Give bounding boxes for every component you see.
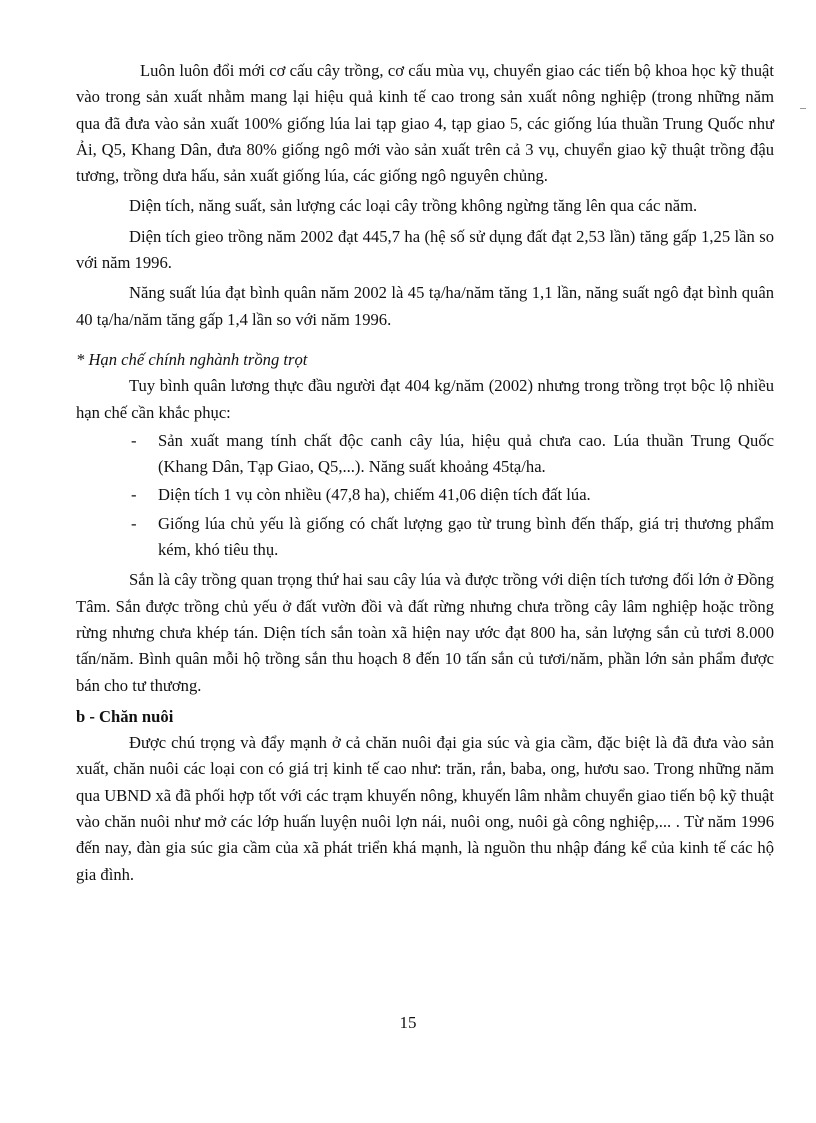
document-page	[76, 58, 774, 888]
limitations-list	[76, 428, 774, 563]
paragraph-limitations-intro: Tuy bình quân lương thực đầu người đạt 404 kg/năm (2002) nhưng trong trồng trọt bộc lộ nhiều hạn chế cần khắc phục:	[76, 376, 774, 422]
page-number: 15	[399, 1013, 417, 1032]
list-dash: -	[131, 513, 137, 533]
paragraph-livestock: Được chú trọng và đẩy mạnh ở cả chăn nuôi đại gia súc và gia cầm, đặc biệt là đã đưa vào sản xuất, chăn nuôi các loại con có giá trị kinh tế cao như: trăn, rắn, baba, ong, hươu sao. Trong những năm qua UBND xã đã phối hợp tốt với các trạm khuyến nông, khuyến lâm nhằm chuyển giao tiến bộ kỹ thuật vào chăn nuôi như mở các lớp huấn luyện nuôi lợn nái, nuôi ong, nuôi gà công nghiệp,... . Từ năm 1996 đến nay, đàn gia súc gia cầm của xã phát triển khá mạnh, là nguồn thu nhập đáng kể của kinh tế các hộ gia đình.	[76, 733, 774, 884]
paragraph-crop-innovation: Luôn luôn đổi mới cơ cấu cây trồng, cơ cấu mùa vụ, chuyển giao các tiến bộ khoa học kỹ thuật vào trong sản xuất nhằm mang lại hiệu quả kinh tế cao trong sản xuất nông nghiệp (trong những năm qua đã đưa vào sản xuất 100% giống lúa lai tạp giao 4, tạp giao 5, các giống lúa thuần Trung Quốc như Ải, Q5, Khang Dân, đưa 80% giống ngô mới vào sản xuất trên cả 3 vụ, chuyển giao kỹ thuật trồng đậu tương, trồng dưa hấu, sản xuất giống lúa, các giống ngô nguyên chủng.	[76, 61, 774, 186]
subheading-crop-limitations: * Hạn chế chính nghành trồng trọt	[76, 349, 308, 369]
list-item-text: Giống lúa chủ yếu là giống có chất lượng gạo từ trung bình đến thấp, giá trị thương phẩm kém, khó tiêu thụ.	[158, 513, 774, 560]
paragraph-productivity-2002: Năng suất lúa đạt bình quân năm 2002 là 45 tạ/ha/năm tăng 1,1 lần, năng suất ngô đạt bình quân 40 tạ/ha/năm tăng gấp 1,4 lần so với năm 1996.	[76, 283, 774, 329]
list-dash: -	[131, 485, 137, 505]
list-item	[76, 428, 774, 481]
list-item-text: Diện tích 1 vụ còn nhiều (47,8 ha), chiếm 41,06 diện tích đất lúa.	[158, 485, 591, 505]
list-item	[76, 511, 774, 564]
paragraph-cassava: Sắn là cây trồng quan trọng thứ hai sau cây lúa và được trồng với diện tích tương đối lớn ở Đồng Tâm. Sắn được trồng chủ yếu ở đất vườn đồi và đất rừng nhưng chưa trồng cây lâm nghiệp hoặc trồng rừng nhưng chưa khép tán. Diện tích sắn toàn xã hiện nay ước đạt 800 ha, sản lượng sắn củ tươi 8.000 tấn/năm. Bình quân mỗi hộ trồng sắn thu hoạch 8 đến 10 tấn sắn củ tươi/năm, phần lớn sản phẩm được bán cho tư thương.	[76, 570, 774, 695]
list-item-text: Sản xuất mang tính chất độc canh cây lúa, hiệu quả chưa cao. Lúa thuần Trung Quốc (Khang Dân, Tạp Giao, Q5,...). Năng suất khoảng 45tạ/ha.	[158, 430, 774, 477]
list-dash: -	[131, 430, 137, 450]
section-heading-livestock: b - Chăn nuôi	[76, 706, 174, 726]
scan-edge-mark	[800, 108, 806, 109]
paragraph-sown-area-2002: Diện tích gieo trồng năm 2002 đạt 445,7 ha (hệ số sử dụng đất đạt 2,53 lần) tăng gấp 1,25 lần so với năm 1996.	[76, 226, 774, 273]
list-item	[76, 482, 774, 508]
paragraph-area-yield: Diện tích, năng suất, sản lượng các loại cây trồng không ngừng tăng lên qua các năm.	[129, 196, 698, 216]
